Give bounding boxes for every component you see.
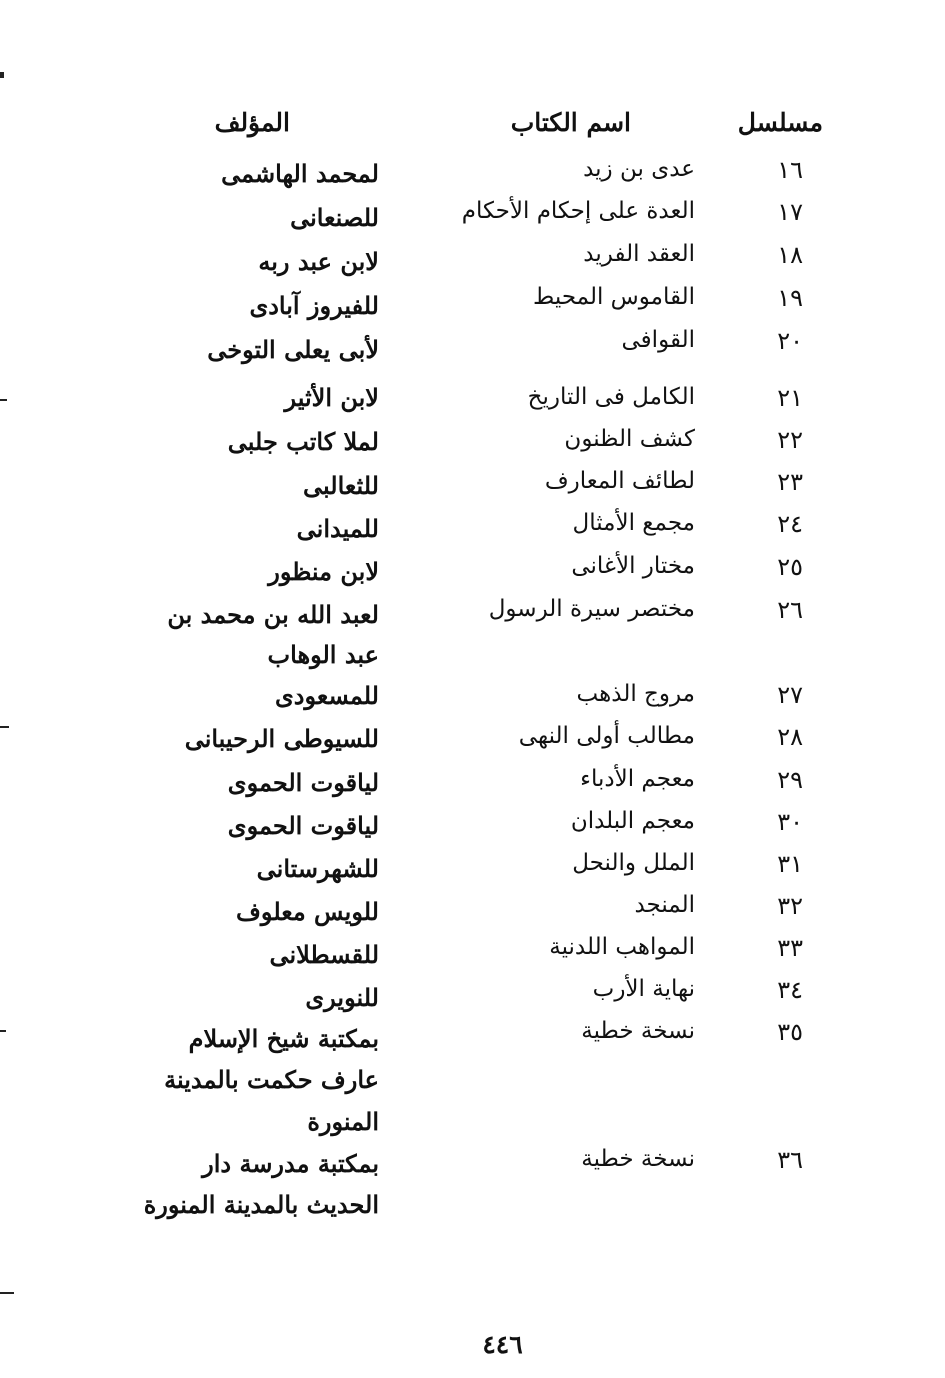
row-27-number: ٢٧ [777,681,803,709]
row-26-title: مختصر سيرة الرسول [488,596,695,622]
row-21-author: لابن الأثير [284,383,379,412]
row-31-author: للشهرستانى [256,854,379,883]
row-34-title: نهاية الأرب [592,976,695,1002]
header-serial: مسلسل [737,108,823,137]
row-29-number: ٢٩ [777,766,803,794]
row-32-number: ٣٢ [777,892,803,920]
row-30-title: معجم البلدان [570,808,695,834]
row-33-number: ٣٣ [777,934,803,962]
row-27-author: للمسعودى [275,681,379,710]
row-22-title: كشف الظنون [564,426,695,452]
row-17-author: للصنعانى [290,203,379,232]
row-23-title: لطائف المعارف [544,468,695,494]
row-35-author-line-1: بمكتبة شيخ الإسلام [188,1024,379,1053]
row-25-number: ٢٥ [777,553,803,581]
row-26-number: ٢٦ [777,596,803,624]
row-34-author: للنويرى [305,983,379,1012]
row-35-title: نسخة خطية [581,1018,695,1044]
row-28-title: مطالب أولى النهى [518,723,695,749]
row-18-number: ١٨ [777,241,803,269]
row-24-number: ٢٤ [777,510,803,538]
row-20-author: لأبى يعلى التوخى [207,335,379,364]
header-book-title: اسم الكتاب [510,108,631,137]
row-25-title: مختار الأغانى [571,553,695,579]
row-26-author-line-2: عبد الوهاب [267,640,379,669]
scan-mark [0,1030,6,1032]
row-31-number: ٣١ [777,850,803,878]
header-author: المؤلف [214,108,290,137]
row-29-title: معجم الأدباء [580,766,695,792]
row-18-author: لابن عبد ربه [258,247,379,276]
row-36-author-line-2: الحديث بالمدينة المنورة [143,1190,379,1219]
row-21-number: ٢١ [777,384,803,412]
row-24-author: للميدانى [296,514,379,543]
row-29-author: لياقوت الحموى [227,768,379,797]
row-18-title: العقد الفريد [583,241,695,267]
row-35-number: ٣٥ [777,1018,803,1046]
row-36-number: ٣٦ [777,1146,803,1174]
row-30-number: ٣٠ [777,808,803,836]
row-16-author: لمحمد الهاشمى [221,159,379,188]
row-22-author: لملا كاتب جلبى [227,427,379,456]
row-26-author-line-1: لعبد الله بن محمد بن [167,600,379,629]
row-24-title: مجمع الأمثال [572,510,695,536]
row-32-title: المنجد [634,892,695,918]
row-33-title: المواهب اللدنية [549,934,695,960]
row-21-title: الكامل فى التاريخ [527,384,695,410]
row-32-author: للويس معلوف [236,897,379,926]
scan-mark [0,1292,14,1294]
row-27-title: مروج الذهب [576,681,695,707]
row-23-number: ٢٣ [777,468,803,496]
row-19-author: للفيروز آبادى [249,291,379,320]
scan-mark [0,399,7,401]
row-28-number: ٢٨ [777,723,803,751]
row-16-number: ١٦ [777,156,803,184]
row-20-title: القوافى [621,327,695,353]
scan-mark [0,726,9,728]
page-number: ٤٤٦ [482,1330,523,1359]
row-31-title: الملل والنحل [572,850,695,876]
row-17-number: ١٧ [777,198,803,226]
row-22-number: ٢٢ [777,426,803,454]
row-33-author: للقسطلانى [269,940,379,969]
row-25-author: لابن منظور [268,557,379,586]
row-17-title: العدة على إحكام الأحكام [461,198,695,224]
row-36-author-line-1: بمكتبة مدرسة دار [202,1149,379,1178]
row-19-title: القاموس المحيط [533,284,695,310]
row-30-author: لياقوت الحموى [227,811,379,840]
row-23-author: للثعالبى [303,471,379,500]
scan-mark [0,72,4,78]
row-20-number: ٢٠ [777,327,803,355]
row-34-number: ٣٤ [777,976,803,1004]
row-16-title: عدى بن زيد [583,156,695,182]
row-35-author-line-3: المنورة [307,1107,379,1136]
row-35-author-line-2: عارف حكمت بالمدينة [164,1065,379,1094]
row-19-number: ١٩ [777,284,803,312]
row-28-author: للسيوطى الرحيبانى [184,724,379,753]
row-36-title: نسخة خطية [581,1146,695,1172]
